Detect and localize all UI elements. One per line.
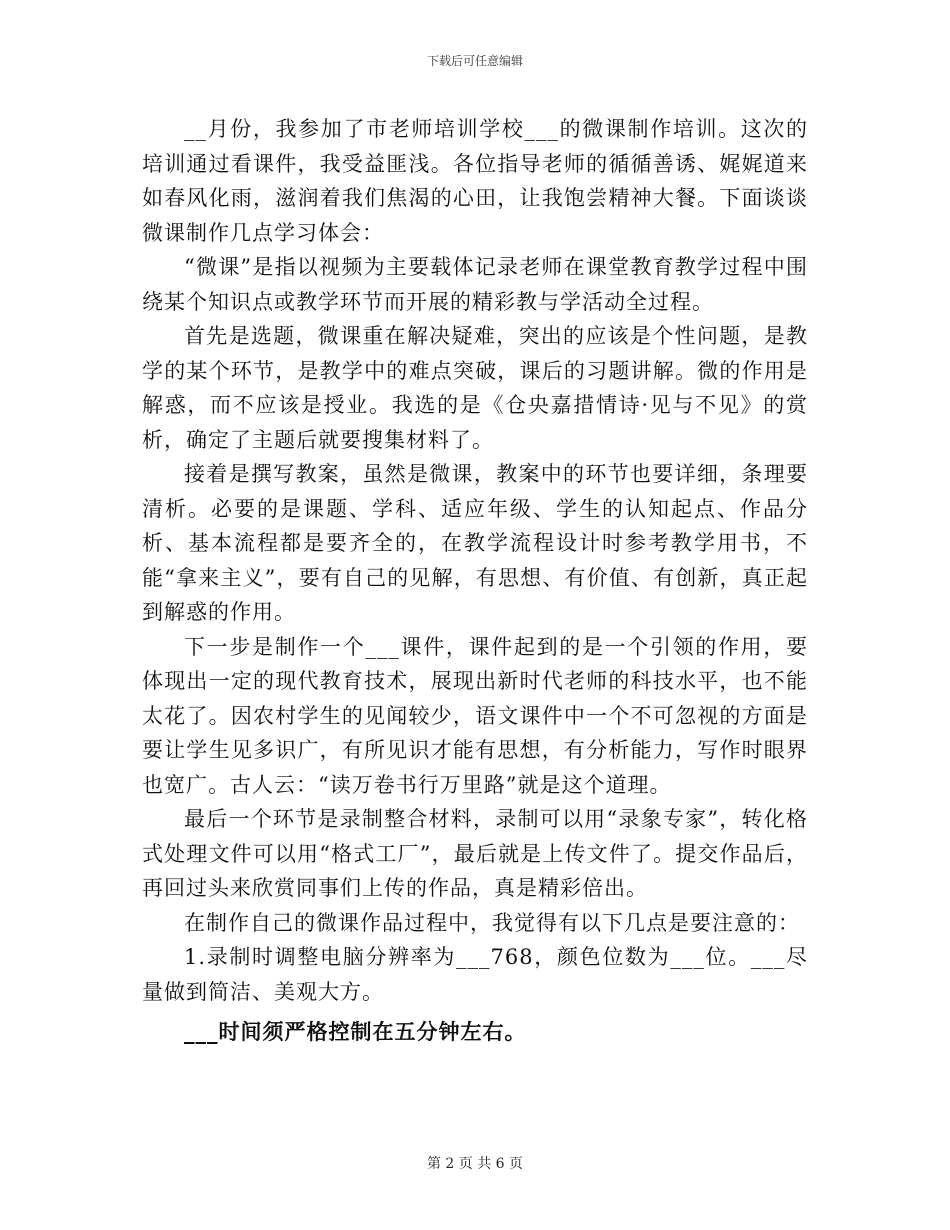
paragraph-recording: 最后一个环节是录制整合材料，录制可以用“录象专家”，转化格式处理文件可以用“格式工厂”，最后就是上传文件了。提交作品后，再回过头来欣赏同事们上传的作品，真是精彩倍出。 bbox=[142, 807, 808, 900]
paragraph-intro: __月份，我参加了市老师培训学校___的微课制作培训。这次的培训通过看课件，我受益匪浅。各位指导老师的循循善诱、娓娓道来如春风化雨，滋润着我们焦渴的心田，让我饱尝精神大餐。下面谈谈微课制作几点学习体会： bbox=[142, 117, 808, 245]
page-header: 下载后可任意编辑 bbox=[426, 54, 523, 68]
paragraph-notes-intro: 在制作自己的微课作品过程中，我觉得有以下几点是要注意的： bbox=[184, 910, 800, 935]
paragraph-note-2: ___时间须严格控制在五分钟左右。 bbox=[184, 1019, 527, 1044]
paragraph-note-1: 1.录制时调整电脑分辨率为___768，颜色位数为___位。___尽量做到简洁、美观大方。 bbox=[142, 945, 808, 1004]
page-footer: 第 2 页 共 6 页 bbox=[426, 1156, 524, 1172]
paragraph-lesson-plan: 接着是撰写教案，虽然是微课，教案中的环节也要详细，条理要清析。必要的是课题、学科、适应年级、学生的认知起点、作品分析、基本流程都是要齐全的，在教学流程设计时参考教学用书，不能“拿来主义”，要有自己的见解，有思想、有价值、有创新，真正起到解惑的作用。 bbox=[142, 462, 808, 624]
paragraph-courseware: 下一步是制作一个___课件，课件起到的是一个引领的作用，要体现出一定的现代教育技术，展现出新时代老师的科技水平，也不能太花了。因农村学生的见闻较少，语文课件中一个不可忽视的方面是要让学生见多识广，有所见识才能有思想，有分析能力，写作时眼界也宽广。古人云：“读万卷书行万里路”就是这个道理。 bbox=[142, 634, 808, 797]
document-body bbox=[142, 112, 808, 1050]
paragraph-definition: “微课”是指以视频为主要载体记录老师在课堂教育教学过程中围绕某个知识点或教学环节而开展的精彩教与学活动全过程。 bbox=[142, 255, 808, 314]
paragraph-topic-selection: 首先是选题，微课重在解决疑难，突出的应该是个性问题，是教学的某个环节，是教学中的难点突破，课后的习题讲解。微的作用是解惑，而不应该是授业。我选的是《仓央嘉措情诗·见与不见》的赏析，确定了主题后就要搜集材料了。 bbox=[142, 324, 808, 452]
